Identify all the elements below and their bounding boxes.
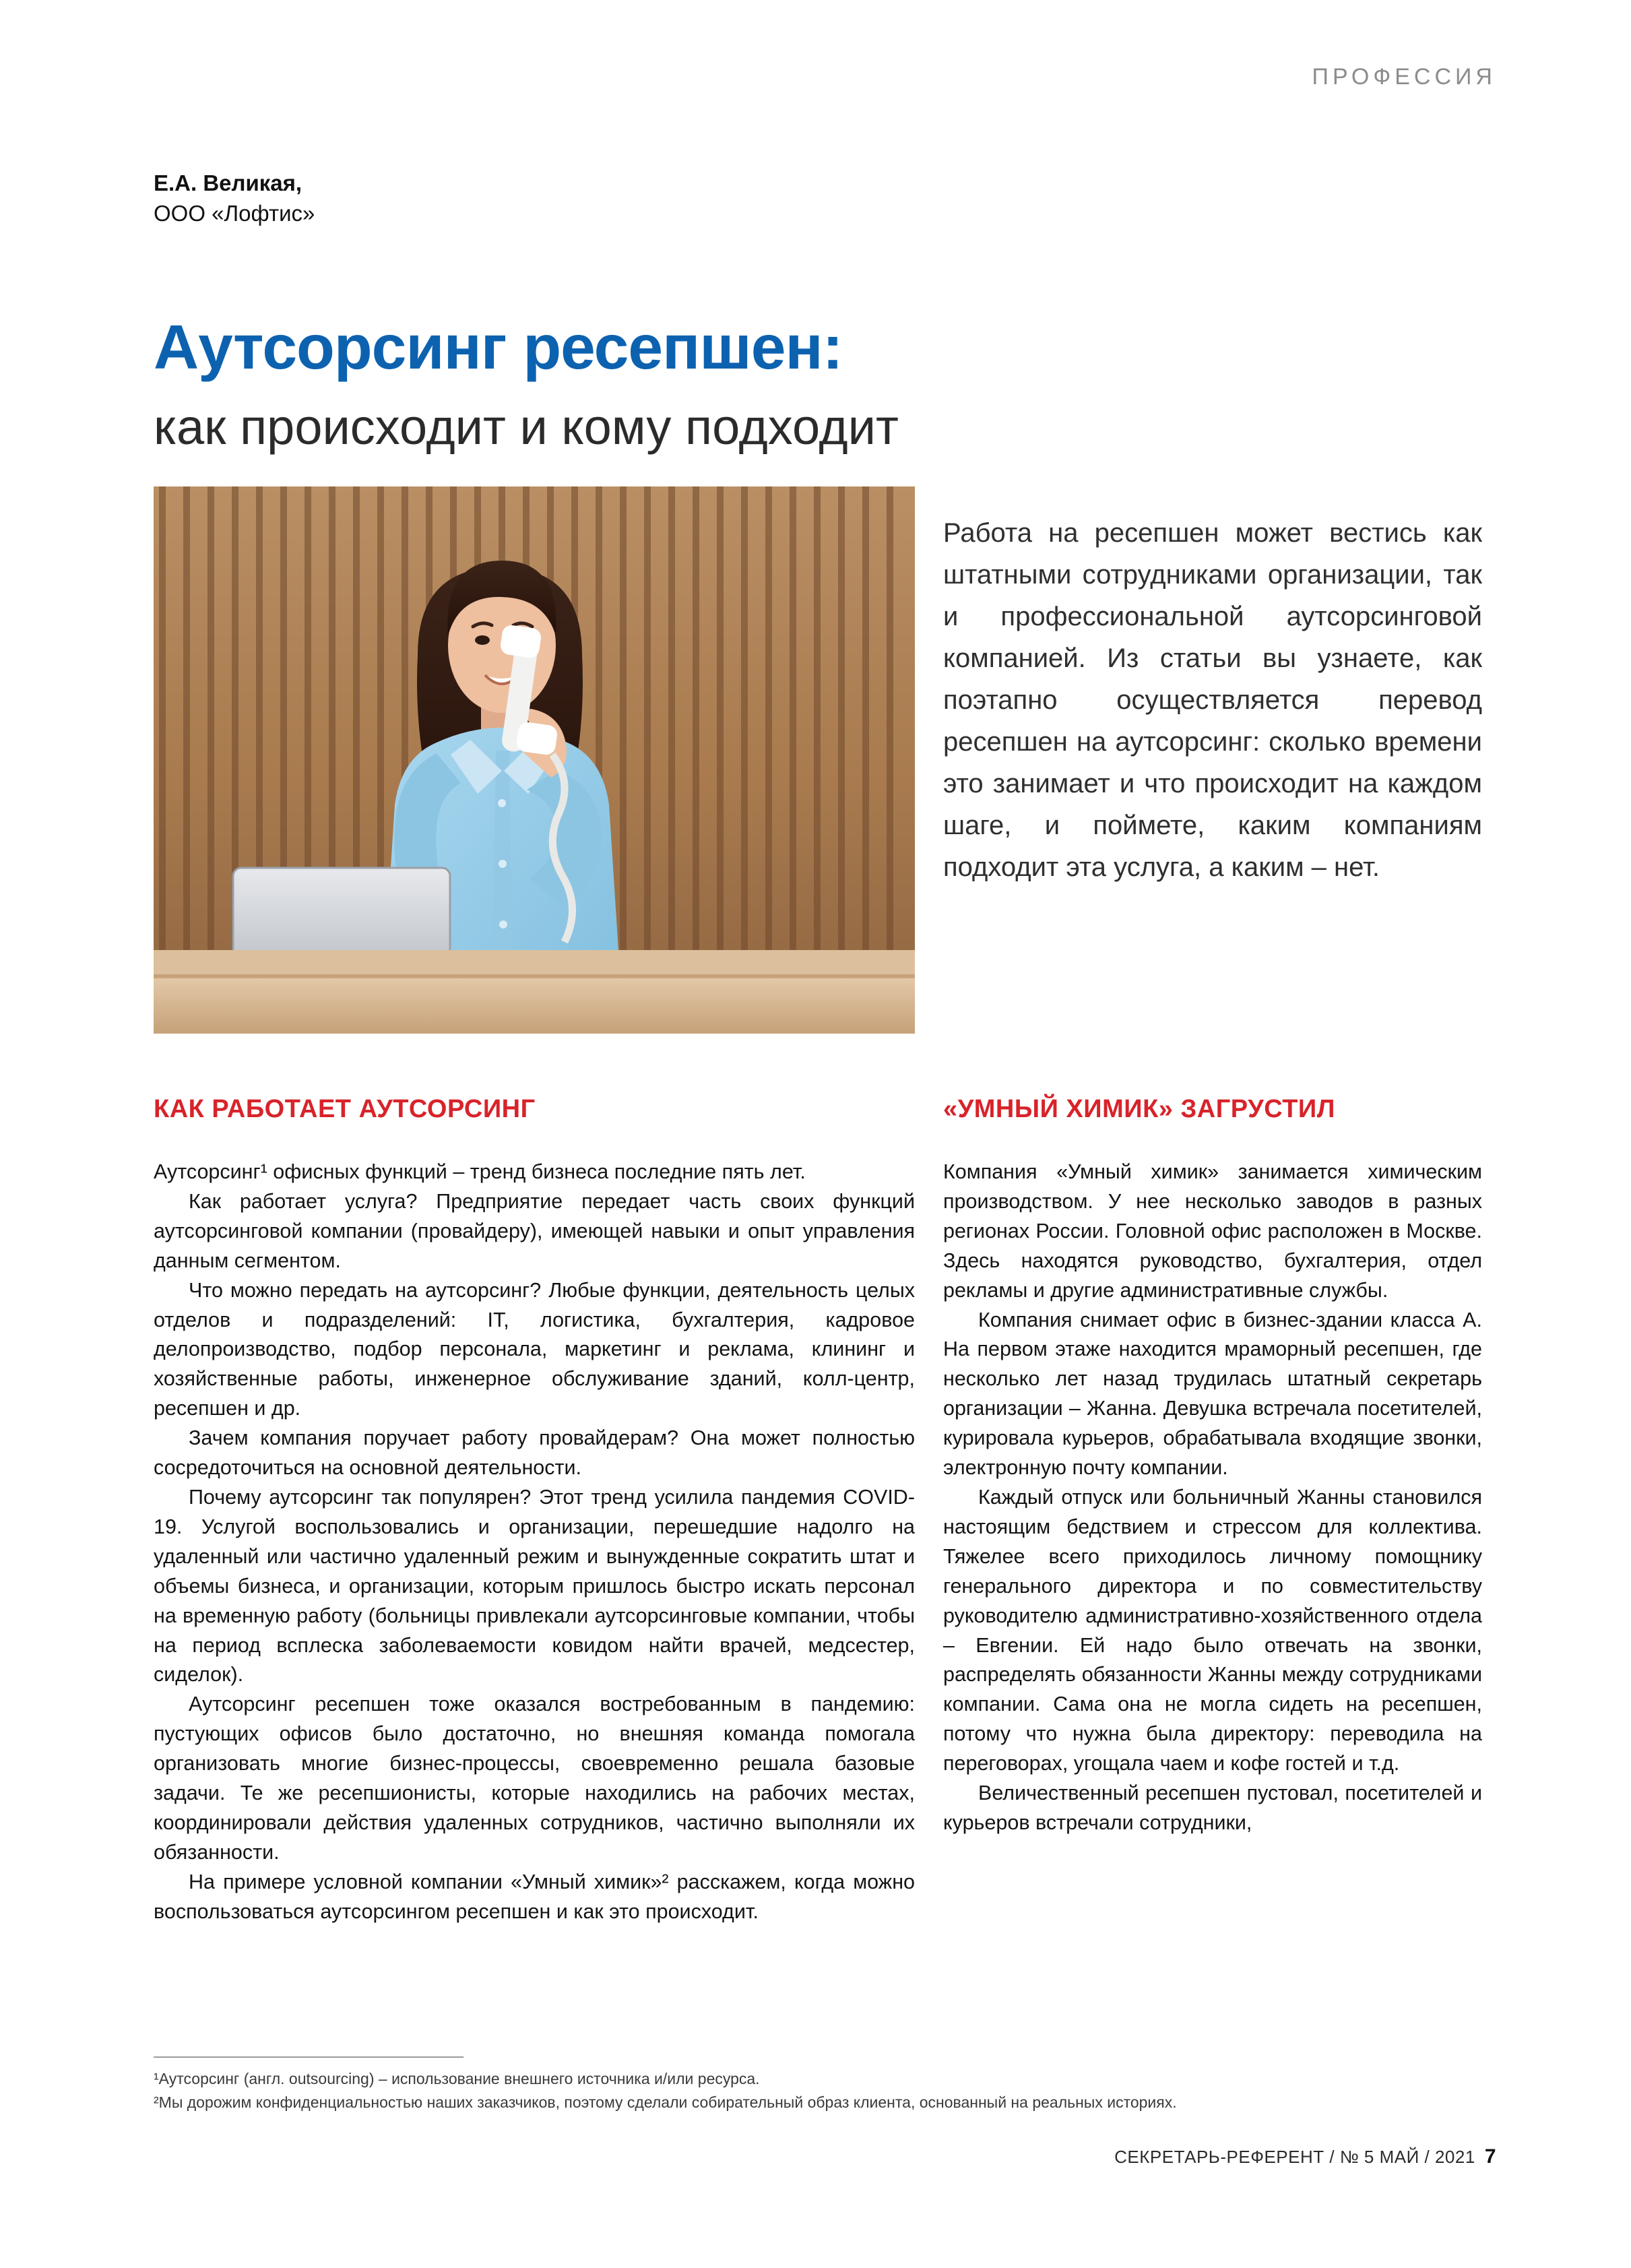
rubric-label: ПРОФЕССИЯ [1312,64,1496,90]
article-title: Аутсорсинг ресепшен: [154,312,843,383]
footnote-divider [154,2056,463,2058]
paragraph: Зачем компания поручает работу провайдерам? Она может полностью сосредоточиться на основной деятельности. [154,1426,915,1480]
paragraph: Что можно передать на аутсорсинг? Любые функции, деятельность целых отделов и подразделений: IT, логистика, бухгалтерия, кадровое делопроизводство, подбор персонала, маркетинг и реклама, клининг и хозяйственные работы, инженерное обслуживание зданий, колл-центр, ресепшен и др. [154,1278,915,1420]
page-footer [1114,2145,1496,2168]
paragraph: Каждый отпуск или больничный Жанны становился настоящим бедствием и стрессом для коллектива. Тяжелее всего приходилось личному помощнику генерального директора и по совместительству руководителю административно-хозяйственного отдела – Евгении. Ей надо было отвечать на звонки, распределять обязанности Жанны между сотрудниками компании. Сама она не могла сидеть на ресепшен, потому что нужна была директору: переводила на переговорах, угощала чаем и кофе гостей и т.д. [943,1485,1482,1775]
article-subtitle: как происходит и кому подходит [154,399,899,455]
paragraph: Почему аутсорсинг так популярен? Этот тренд усилила пандемия COVID-19. Услугой воспользовались и организации, перешедшие надолго на удаленный или частично удаленный режим и вынужденные сократить штат и объемы бизнеса, и организации, которым пришлось быстро искать персонал на временную работу (больницы привлекали аутсорсинговые компании, чтобы на период всплеска заболеваемости ковидом найти врачей, медсестер, сиделок). [154,1485,915,1687]
body-column-right [943,1158,1482,1838]
section-heading-right: «УМНЫЙ ХИМИК» ЗАГРУСТИЛ [943,1095,1335,1123]
footnote-item: ²Мы дорожим конфиденциальностью наших заказчиков, поэтому сделали собирательный образ клиента, основанный на реальных историях. [154,2093,1177,2111]
magazine-issue: СЕКРЕТАРЬ-РЕФЕРЕНТ / № 5 МАЙ / 2021 [1114,2147,1475,2167]
paragraph: Аутсорсинг¹ офисных функций – тренд бизнеса последние пять лет. [154,1160,806,1183]
paragraph: На примере условной компании «Умный химик»² расскажем, когда можно воспользоваться аутсорсингом ресепшен и как это происходит. [154,1870,915,1923]
paragraph: Компания «Умный химик» занимается химическим производством. У нее несколько заводов в разных регионах России. Головной офис расположен в Москве. Здесь находятся руководство, бухгалтерия, отдел рекламы и другие административные службы. [943,1160,1482,1302]
paragraph: Компания снимает офис в бизнес-здании класса А. На первом этаже находится мраморный ресепшен, где несколько лет назад трудилась штатный секретарь организации – Жанна. Девушка встречала посетителей, курировала курьеров, обрабатывала входящие звонки, электронную почту компании. [943,1308,1482,1480]
section-heading-left: КАК РАБОТАЕТ АУТСОРСИНГ [154,1095,536,1123]
page-number: 7 [1484,2145,1496,2168]
lead-paragraph: Работа на ресепшен может вестись как штатными сотрудниками организации, так и профессиональной аутсорсинговой компанией. Из статьи вы узнаете, как поэтапно осуществляется перевод ресепшен на аутсорсинг: сколько времени это занимает и что происходит на каждом шаге, и поймете, каким компаниям подходит эта услуга, а каким – нет. [943,518,1482,882]
author-name: Е.А. Великая, [154,170,302,195]
author-block [154,168,315,228]
body-column-left [154,1158,915,1927]
footnote-item: ¹Аутсорсинг (англ. outsourcing) – использование внешнего источника и/или ресурса. [154,2070,760,2087]
paragraph: Аутсорсинг ресепшен тоже оказался востребованным в пандемию: пустующих офисов было достаточно, но внешняя команда помогала организовать многие бизнес-процессы, своевременно решала базовые задачи. Те же ресепшионисты, которые находились на рабочих местах, координировали действия удаленных сотрудников, частично выполняли их обязанности. [154,1693,915,1864]
paragraph: Величественный ресепшен пустовал, посетителей и курьеров встречали сотрудники, [943,1782,1482,1834]
author-company: ООО «Лофтис» [154,200,315,226]
hero-image [154,486,915,1034]
hero-illustration [154,486,915,1034]
footnotes [154,2067,1484,2114]
paragraph: Как работает услуга? Предприятие передает часть своих функций аутсорсинговой компании (провайдеру), имеющей навыки и опыт управления данным сегментом. [154,1189,915,1272]
